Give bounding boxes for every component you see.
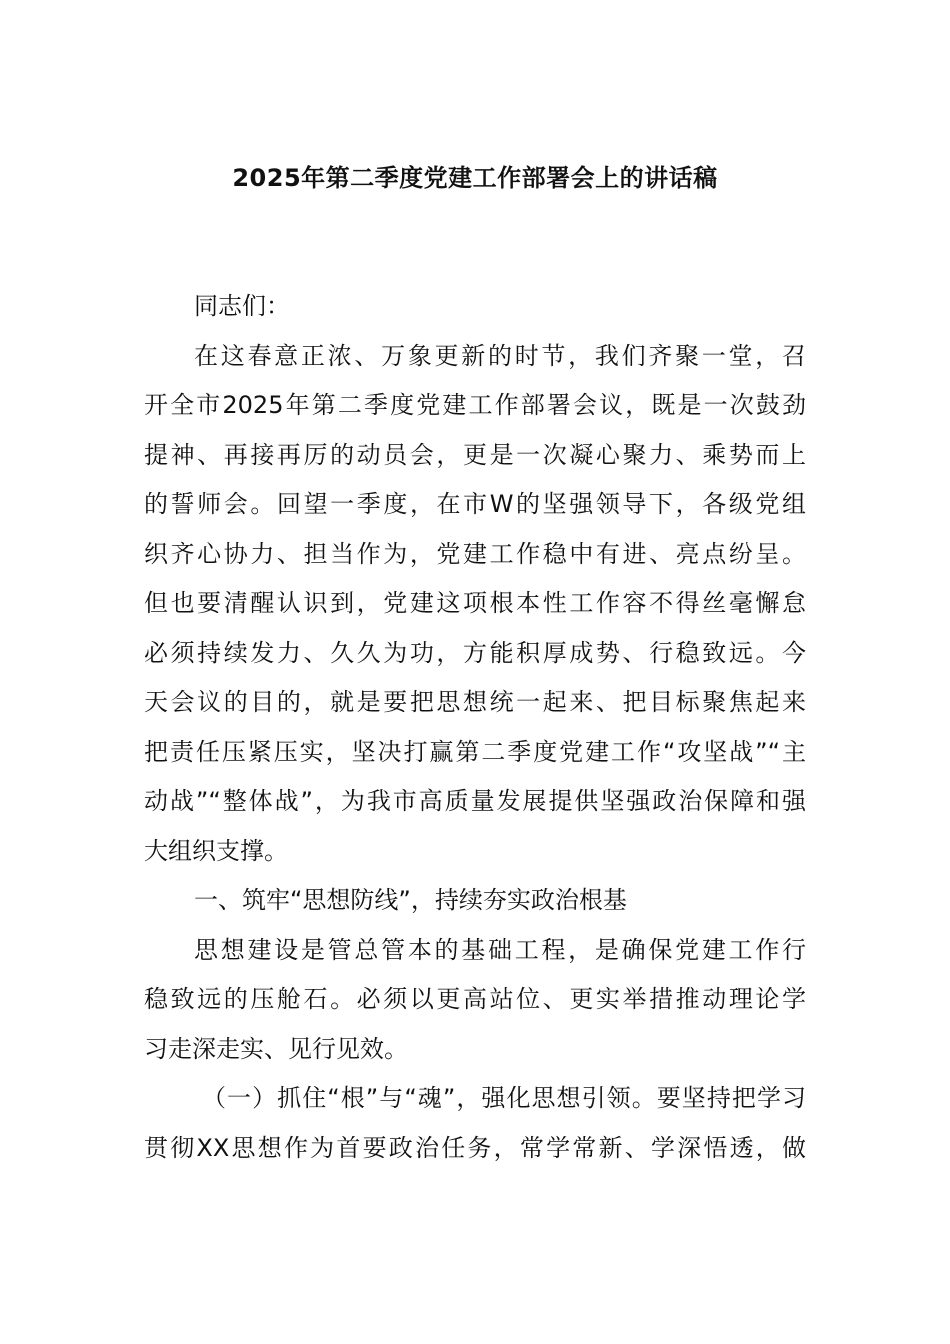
salutation-line: 同志们：: [194, 292, 290, 320]
paragraph-line: 提神、再接再厉的动员会，更是一次凝心聚力、乘势而上: [144, 440, 806, 469]
paragraph-line: 必须持续发力、久久为功，方能积厚成势、行稳致远。今: [144, 638, 806, 667]
document-body: [144, 282, 806, 1173]
document-title: 2025年第二季度党建工作部署会上的讲话稿: [232, 164, 718, 192]
paragraph-line: 习走深走实、见行见效。: [144, 1034, 408, 1063]
paragraph-line: 贯彻XX思想作为首要政治任务，常学常新、学深悟透，做: [144, 1133, 806, 1162]
paragraph-line: 天会议的目的，就是要把思想统一起来、把目标聚焦起来: [144, 688, 806, 716]
paragraph-line: 在这春意正浓、万象更新的时节，我们齐聚一堂，召: [194, 341, 806, 370]
paragraph-line: 但也要清醒认识到，党建这项根本性工作容不得丝毫懈怠: [144, 589, 806, 617]
paragraph-line: 大组织支撑。: [144, 836, 288, 865]
paragraph-line: 动战”“整体战”，为我市高质量发展提供坚强政治保障和强: [144, 787, 806, 815]
paragraph-line: 把责任压紧压实，坚决打赢第二季度党建工作“攻坚战”“主: [144, 737, 806, 766]
paragraph-line: 开全市2025年第二季度党建工作部署会议，既是一次鼓劲: [144, 391, 806, 419]
paragraph-line: 的誓师会。回望一季度，在市W的坚强领导下，各级党组: [144, 490, 806, 518]
paragraph-line: 织齐心协力、担当作为，党建工作稳中有进、亮点纷呈。: [144, 539, 806, 568]
paragraph-line: 稳致远的压舱石。必须以更高站位、更实举措推动理论学: [144, 985, 806, 1013]
paragraph-line: 思想建设是管总管本的基础工程，是确保党建工作行: [194, 935, 806, 964]
subsection-line: （一）抓住“根”与“魂”，强化思想引领。要坚持把学习: [202, 1084, 806, 1112]
section-heading: 一、筑牢“思想防线”，持续夯实政治根基: [194, 886, 627, 914]
